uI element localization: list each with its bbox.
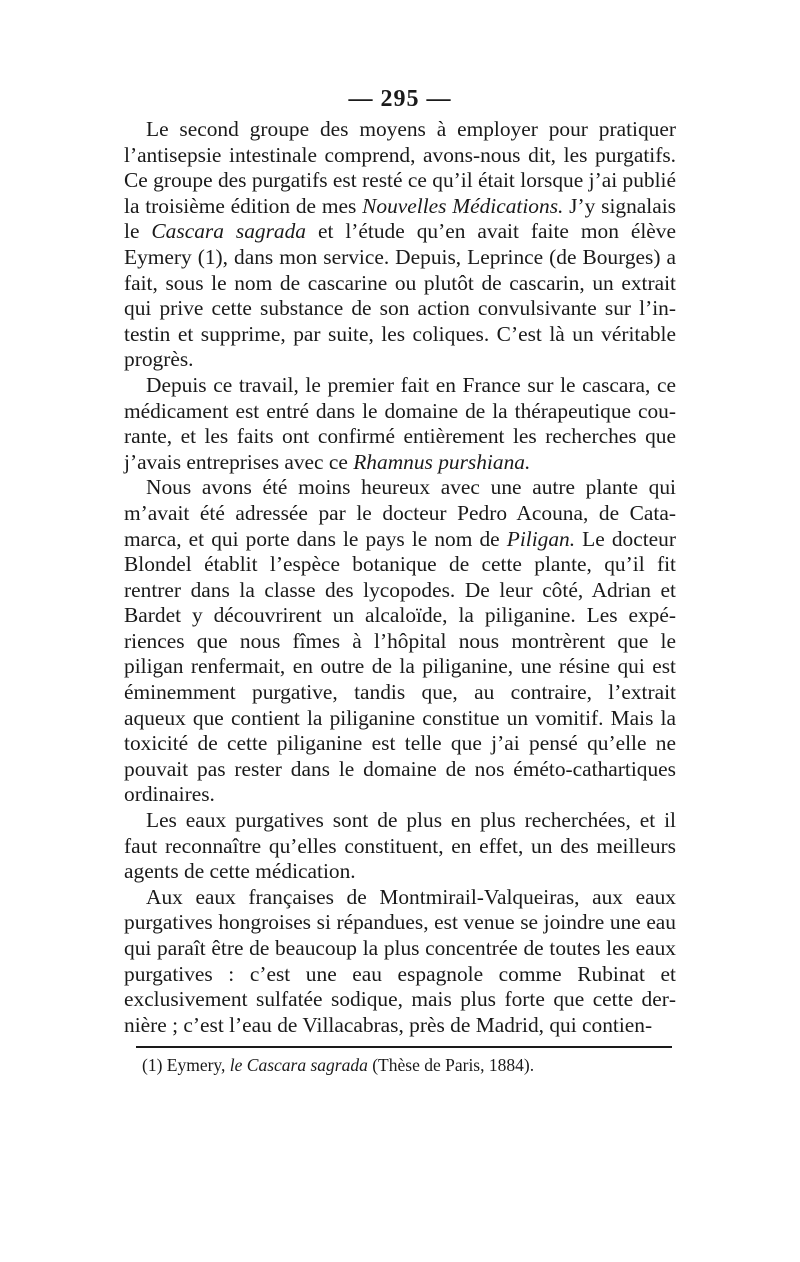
paragraph [124,475,676,808]
italic-text: Nouvelles Médications. [362,193,564,218]
italic-text: Rhamnus purshiana. [353,449,531,474]
text-run: Nous avons été moins heureux avec une autre plante qui m’avait été adressée par le docteur Pedro Acouna, de Catamarca, et qui porte dans le pays le nom de [124,475,676,551]
paragraph [124,117,676,373]
footnote-divider [136,1046,672,1048]
footnote [142,1054,682,1076]
text-run: et l’étude qu’en avait faite mon élève Eymery (1), dans mon service. Depuis, Leprince (de Bourges) a fait, sous le nom de cascarine ou plutôt de cascarin, un extrait qui prive cette substance de son action convulsivante sur l’intestin et supprime, par suite, les coliques. C’est là un véritable progrès. [124,219,676,372]
text-run: Aux eaux françaises de Montmirail-Valqueiras, aux eaux purgatives hongroises si répandues, est venue se joindre une eau qui paraît être de beaucoup la plus concentrée de toutes les eaux purgatives : c’est une eau espagnole comme Rubinat et exclusivement sulfatée sodique, mais plus forte que cette dernière ; c’est l’eau de Villacabras, près de Madrid, qui contien- [124,884,676,1037]
italic-text: Piligan. [506,526,576,551]
paragraph [124,885,676,1039]
text-run: J’y signalais le [124,193,676,244]
body-text [124,117,676,1038]
paragraph [124,373,676,475]
italic-text: le Cascara sagrada [229,1055,368,1075]
italic-text: Cascara sagrada [151,219,306,244]
paragraph [124,808,676,885]
page-number: — 295 — [348,86,452,112]
text-run: Le docteur Blondel établit l’espèce botanique de cette plante, qu’il fit rentrer dans la classe des lycopodes. De leur côté, Adrian et Bardet y découvrirent un alcaloïde, la piliganine. Les expériences que nous fîmes à l’hôpital nous montrèrent que le piligan renfermait, en outre de la piliganine, une résine qui est éminemment purgative, tandis que, au contraire, l’extrait aqueux que contient la piliganine constitue un vomitif. Mais la toxicité de cette piliganine est telle que j’ai pensé qu’elle ne pouvait pas rester dans le domaine de nos éméto-cathartiques ordinaires. [124,526,676,807]
text-run: Les eaux purgatives sont de plus en plus recherchées, et il faut reconnaître qu’elles constituent, en effet, un des meilleurs agents de cette médication. [124,808,676,884]
text-run: (1) Eymery, [142,1055,230,1075]
text-run: (Thèse de Paris, 1884). [367,1055,535,1075]
text-run: Le second groupe des moyens à employer pour pratiquer l’antisepsie intestinale comprend, avons-nous dit, les purgatifs. Ce groupe des purgatifs est resté ce qu’il était lorsque j’ai publié la troisième édition de mes [124,117,676,218]
text-run: Depuis ce travail, le premier fait en France sur le cascara, ce médicament est entré dans le domaine de la thérapeutique courante, et les faits ont confirmé entièrement les recherches que j’avais entreprises avec ce [124,372,676,474]
